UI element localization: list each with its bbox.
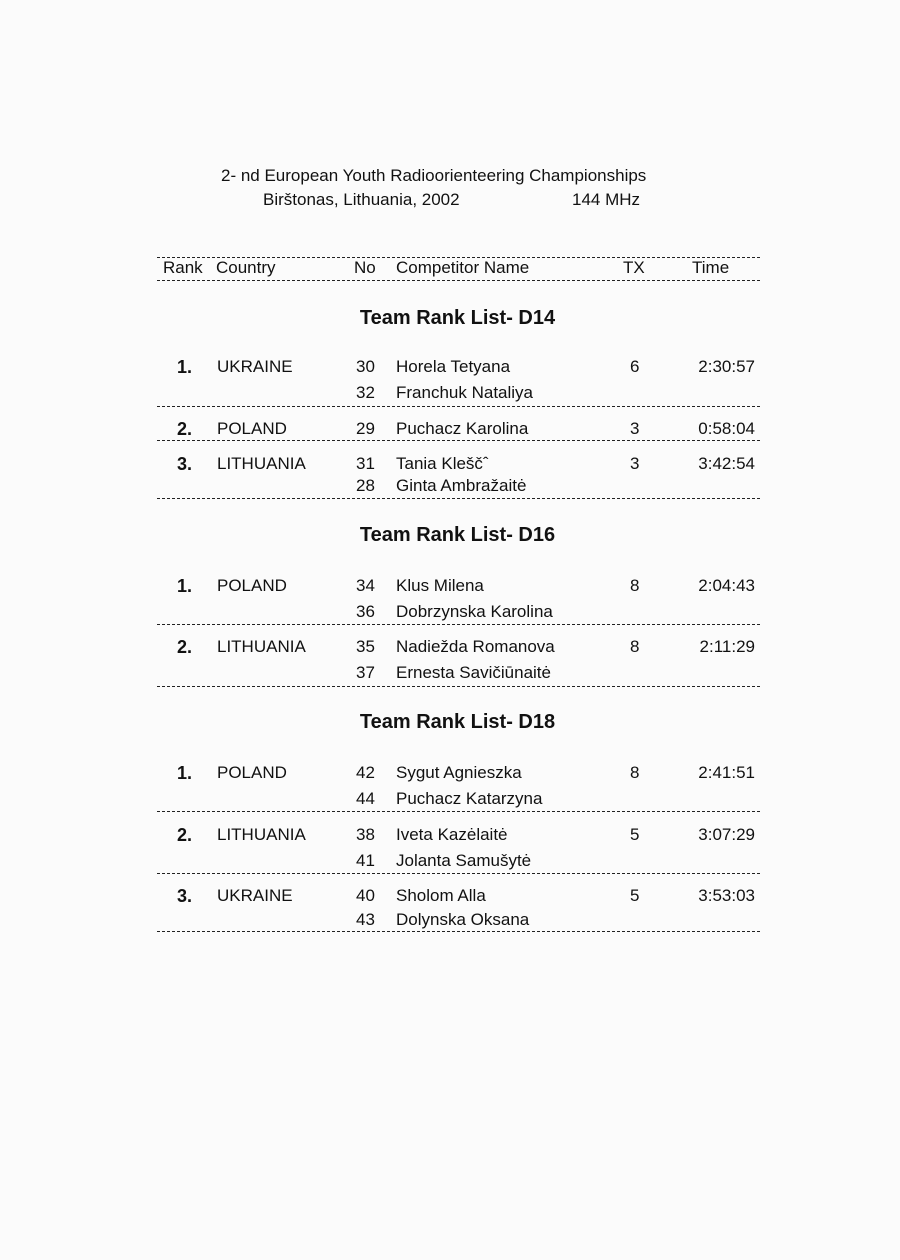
team-rank: 2. [177, 419, 193, 439]
team-rank: 2. [177, 825, 193, 845]
competitor-name: Horela Tetyana [396, 357, 511, 376]
team-tx: 3 [630, 419, 640, 438]
team-country: UKRAINE [217, 357, 293, 376]
competitor-name: Ernesta Savičiūnaitė [396, 663, 551, 682]
team-time: 3:42:54 [698, 454, 755, 473]
competitor-name: Dolynska Oksana [396, 910, 530, 929]
competitor-name: Dobrzynska Karolina [396, 602, 553, 621]
team-rank: 1. [177, 357, 193, 377]
team-tx: 8 [630, 763, 640, 782]
col-country: Country [216, 258, 276, 277]
team-time: 3:07:29 [698, 825, 755, 844]
team-time: 3:53:03 [698, 886, 755, 905]
competitor-no: 29 [356, 419, 375, 438]
team-rank: 1. [177, 763, 193, 783]
section-title-d16: Team Rank List- D16 [359, 524, 556, 546]
competitor-no: 42 [356, 763, 375, 782]
team-tx: 3 [630, 454, 640, 473]
competitor-name: Tania Kleščˆ [396, 454, 489, 473]
divider [157, 498, 760, 499]
team-tx: 8 [630, 637, 640, 656]
team-country: UKRAINE [217, 886, 293, 905]
column-header-row [0, 258, 900, 280]
competitor-name: Franchuk Nataliya [396, 383, 534, 402]
competitor-name: Iveta Kazėlaitė [396, 825, 508, 844]
competitor-name: Puchacz Karolina [396, 419, 529, 438]
team-rank: 2. [177, 637, 193, 657]
competitor-no: 41 [356, 851, 375, 870]
competitor-name: Sygut Agnieszka [396, 763, 522, 782]
team-rank: 1. [177, 576, 193, 596]
col-time: Time [692, 258, 730, 277]
section-title-d14: Team Rank List- D14 [359, 307, 556, 329]
band-frequency: 144 MHz [572, 190, 641, 209]
col-rank: Rank [163, 258, 203, 277]
team-tx: 5 [630, 825, 640, 844]
team-country: POLAND [217, 419, 287, 438]
divider [157, 686, 760, 687]
divider [157, 406, 760, 407]
competitor-no: 43 [356, 910, 375, 929]
team-country: POLAND [217, 763, 287, 782]
event-location: Birštonas, Lithuania, 2002 [263, 190, 460, 209]
col-tx: TX [623, 258, 645, 277]
team-time: 0:58:04 [698, 419, 755, 438]
competitor-no: 28 [356, 476, 375, 495]
section-title-d18: Team Rank List- D18 [359, 711, 556, 733]
competitor-no: 32 [356, 383, 375, 402]
team-country: POLAND [217, 576, 287, 595]
team-country: LITHUANIA [217, 825, 306, 844]
col-competitor-name: Competitor Name [396, 258, 530, 277]
team-time: 2:11:29 [699, 637, 755, 656]
competitor-name: Ginta Ambražaitė [396, 476, 527, 495]
competitor-name: Nadiežda Romanova [396, 637, 555, 656]
competitor-no: 44 [356, 789, 375, 808]
competitor-no: 37 [356, 663, 375, 682]
divider [157, 931, 760, 932]
divider [157, 873, 760, 874]
competitor-no: 38 [356, 825, 375, 844]
divider [157, 811, 760, 812]
competitor-name: Puchacz Katarzyna [396, 789, 543, 808]
competitor-no: 30 [356, 357, 375, 376]
col-no: No [354, 258, 376, 277]
team-time: 2:04:43 [698, 576, 755, 595]
competitor-no: 40 [356, 886, 375, 905]
competitor-name: Sholom Alla [396, 886, 486, 905]
team-time: 2:30:57 [698, 357, 755, 376]
team-rank: 3. [177, 886, 193, 906]
divider [157, 280, 760, 281]
team-tx: 8 [630, 576, 640, 595]
team-time: 2:41:51 [698, 763, 755, 782]
team-country: LITHUANIA [217, 637, 306, 656]
competitor-no: 34 [356, 576, 375, 595]
team-rank: 3. [177, 454, 193, 474]
document-title: 2- nd European Youth Radioorienteering Championships [221, 166, 647, 185]
competitor-name: Klus Milena [396, 576, 484, 595]
competitor-no: 36 [356, 602, 375, 621]
competitor-no: 35 [356, 637, 375, 656]
team-country: LITHUANIA [217, 454, 306, 473]
competitor-name: Jolanta Samušytė [396, 851, 532, 870]
competitor-no: 31 [356, 454, 375, 473]
divider [157, 624, 760, 625]
team-tx: 5 [630, 886, 640, 905]
divider [157, 440, 760, 441]
team-tx: 6 [630, 357, 640, 376]
